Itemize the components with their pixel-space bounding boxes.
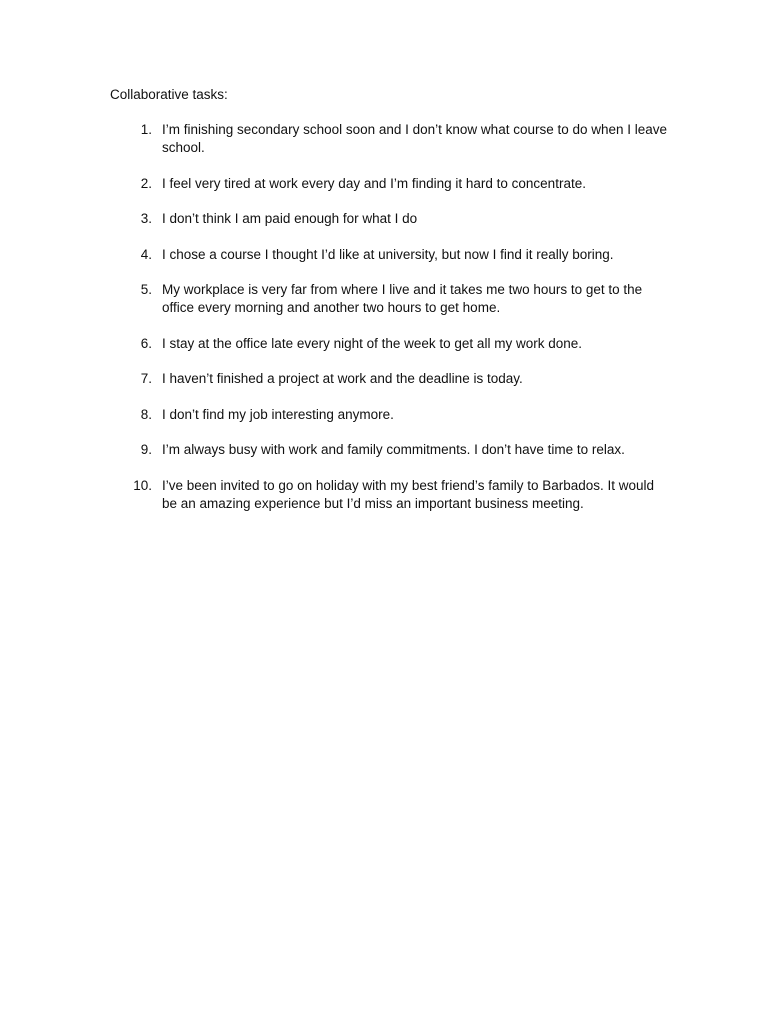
task-number: 2. — [140, 175, 152, 191]
task-item — [110, 121, 670, 157]
task-text: I chose a course I thought I’d like at university, but now I find it really boring. — [162, 246, 614, 262]
task-item — [110, 335, 670, 353]
task-number: 3. — [140, 211, 152, 226]
task-text: I’ve been invited to go on holiday with my best friend’s family to Barbados. It would be an amazing experience but I’d miss an important business meeting. — [162, 477, 655, 511]
task-text: I don’t think I am paid enough for what I do — [162, 211, 418, 226]
task-item — [110, 370, 670, 388]
document-heading: Collaborative tasks: — [110, 87, 228, 102]
task-number: 7. — [140, 371, 152, 386]
task-number: 8. — [140, 406, 152, 422]
task-list — [110, 121, 670, 513]
task-text: I haven’t finished a project at work and the deadline is today. — [162, 371, 523, 386]
task-text: I stay at the office late every night of the week to get all my work done. — [162, 335, 582, 351]
task-item — [110, 246, 670, 264]
task-text: My workplace is very far from where I live and it takes me two hours to get to the office every morning and another two hours to get home. — [162, 282, 643, 315]
task-item — [110, 210, 670, 228]
task-number: 9. — [140, 442, 152, 457]
task-item — [110, 281, 670, 317]
task-item — [110, 441, 670, 459]
task-text: I feel very tired at work every day and I’m finding it hard to concentrate. — [162, 175, 586, 191]
task-number: 5. — [140, 282, 152, 297]
task-item — [110, 406, 670, 424]
document-content — [110, 86, 670, 530]
task-text: I don’t find my job interesting anymore. — [162, 406, 394, 422]
task-number: 10. — [133, 477, 152, 493]
task-text: I’m always busy with work and family commitments. I don’t have time to relax. — [162, 442, 625, 457]
task-number: 4. — [140, 246, 152, 262]
task-item — [110, 175, 670, 193]
task-item — [110, 477, 670, 513]
task-number: 6. — [140, 335, 152, 351]
task-text: I’m finishing secondary school soon and I don’t know what course to do when I leave school. — [162, 122, 668, 155]
task-number: 1. — [140, 122, 152, 137]
